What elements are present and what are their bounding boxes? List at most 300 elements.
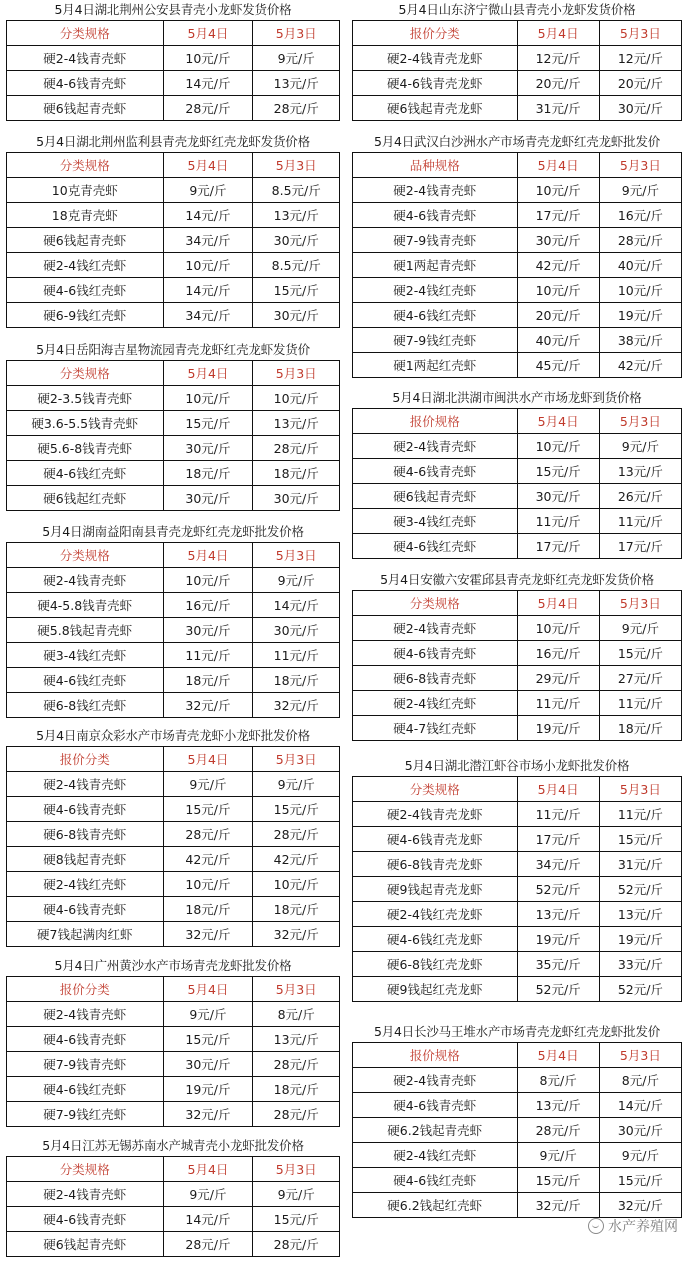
price-may3-cell: 28元/斤 [253,822,340,847]
wechat-icon [588,1218,604,1234]
table-row [7,1182,340,1207]
table-row [353,1068,682,1093]
column-header: 5月3日 [253,543,340,568]
price-may3-cell: 10元/斤 [253,386,340,411]
price-may4-cell: 15元/斤 [163,1027,253,1052]
table-row [7,253,340,278]
price-may3-cell: 42元/斤 [253,847,340,872]
table-row [353,178,682,203]
price-may4-cell: 19元/斤 [163,1077,253,1102]
price-block [352,132,682,378]
price-may4-cell: 34元/斤 [517,852,599,877]
price-may3-cell: 40元/斤 [599,253,681,278]
spec-cell: 硬2-4钱红壳虾 [353,278,518,303]
column-header: 报价分类 [7,747,164,772]
price-may4-cell: 17元/斤 [517,827,599,852]
price-may3-cell: 9元/斤 [253,46,340,71]
spec-cell: 硬2-4钱青壳虾 [7,568,164,593]
price-may4-cell: 42元/斤 [517,253,599,278]
table-header-row [7,153,340,178]
price-may3-cell: 32元/斤 [253,693,340,718]
column-header: 5月3日 [253,1157,340,1182]
price-may4-cell: 16元/斤 [517,641,599,666]
table-row [353,509,682,534]
price-may3-cell: 9元/斤 [599,616,681,641]
spec-cell: 18克青壳虾 [7,203,164,228]
column-header: 5月4日 [163,361,253,386]
table-row [353,952,682,977]
price-may4-cell: 9元/斤 [517,1143,599,1168]
price-may4-cell: 13元/斤 [517,1093,599,1118]
price-may3-cell: 30元/斤 [253,486,340,511]
table-row [353,802,682,827]
price-may4-cell: 14元/斤 [163,278,253,303]
price-may3-cell: 8.5元/斤 [253,178,340,203]
price-may4-cell: 52元/斤 [517,877,599,902]
price-may3-cell: 28元/斤 [253,1052,340,1077]
spec-cell: 硬2-4钱青壳龙虾 [353,802,518,827]
price-may3-cell: 13元/斤 [599,459,681,484]
price-may4-cell: 32元/斤 [163,1102,253,1127]
table-row [7,643,340,668]
price-may4-cell: 13元/斤 [517,902,599,927]
table-row [353,96,682,121]
price-may4-cell: 11元/斤 [517,509,599,534]
price-may3-cell: 32元/斤 [599,1193,681,1218]
price-may4-cell: 10元/斤 [163,253,253,278]
table-row [7,693,340,718]
column-header: 5月4日 [163,747,253,772]
spec-cell: 硬2-3.5钱青壳虾 [7,386,164,411]
price-may3-cell: 32元/斤 [253,922,340,947]
price-table [352,20,682,121]
table-row [353,1143,682,1168]
spec-cell: 硬6-8钱青壳龙虾 [353,852,518,877]
price-may4-cell: 42元/斤 [163,847,253,872]
price-may3-cell: 13元/斤 [253,411,340,436]
price-table [6,1156,340,1257]
price-may3-cell: 18元/斤 [253,897,340,922]
table-row [7,1027,340,1052]
spec-cell: 硬3-4钱红壳虾 [7,643,164,668]
table-header-row [7,977,340,1002]
price-may4-cell: 10元/斤 [163,568,253,593]
spec-cell: 硬9钱起红壳龙虾 [353,977,518,1002]
spec-cell: 硬2-4钱青壳虾 [353,616,518,641]
price-may3-cell: 15元/斤 [253,1207,340,1232]
price-table [6,746,340,947]
price-may3-cell: 28元/斤 [253,96,340,121]
column-header: 分类规格 [353,591,518,616]
column-header: 报价分类 [353,21,518,46]
column-header: 5月3日 [599,591,681,616]
price-block [352,388,682,559]
column-header: 5月3日 [599,153,681,178]
price-may3-cell: 10元/斤 [599,278,681,303]
spec-cell: 硬6钱起红壳虾 [7,486,164,511]
price-may3-cell: 28元/斤 [253,436,340,461]
price-may3-cell: 9元/斤 [253,568,340,593]
table-row [353,303,682,328]
table-row [353,641,682,666]
table-row [353,1193,682,1218]
price-may4-cell: 16元/斤 [163,593,253,618]
spec-cell: 硬4-6钱红壳虾 [353,534,518,559]
price-may3-cell: 11元/斤 [253,643,340,668]
price-may3-cell: 11元/斤 [599,509,681,534]
price-may4-cell: 28元/斤 [163,1232,253,1257]
spec-cell: 硬2-4钱红壳虾 [353,1143,518,1168]
price-may4-cell: 19元/斤 [517,927,599,952]
price-may3-cell: 19元/斤 [599,927,681,952]
table-row [7,411,340,436]
price-may3-cell: 30元/斤 [253,228,340,253]
price-table [6,20,340,121]
column-header: 分类规格 [7,361,164,386]
table-row [7,922,340,947]
spec-cell: 硬4-6钱青壳虾 [353,459,518,484]
spec-cell: 硬2-4钱红壳虾 [353,691,518,716]
table-row [7,178,340,203]
column-header: 5月4日 [517,21,599,46]
table-row [353,691,682,716]
spec-cell: 硬1两起青壳虾 [353,253,518,278]
spec-cell: 硬4-7钱红壳虾 [353,716,518,741]
spec-cell: 硬6-8钱红壳虾 [7,693,164,718]
table-row [7,1002,340,1027]
spec-cell: 硬2-4钱红壳虾 [7,253,164,278]
column-header: 5月4日 [163,543,253,568]
table-row [353,616,682,641]
price-may3-cell: 13元/斤 [253,203,340,228]
price-may4-cell: 30元/斤 [517,228,599,253]
table-row [7,303,340,328]
price-may3-cell: 19元/斤 [599,303,681,328]
block-title: 5月4日长沙马王堆水产市场青壳龙虾红壳龙虾批发价 [373,1024,661,1039]
spec-cell: 硬4-6钱红壳虾 [7,461,164,486]
column-header: 5月4日 [517,1043,599,1068]
price-table [352,590,682,741]
price-may3-cell: 18元/斤 [253,1077,340,1102]
column-header: 分类规格 [7,153,164,178]
column-header: 5月3日 [599,1043,681,1068]
price-may4-cell: 29元/斤 [517,666,599,691]
table-row [7,847,340,872]
price-may4-cell: 32元/斤 [163,693,253,718]
spec-cell: 硬2-4钱青壳虾 [353,1068,518,1093]
table-row [7,386,340,411]
price-may3-cell: 20元/斤 [599,71,681,96]
price-block [6,1136,340,1257]
price-may3-cell: 30元/斤 [599,96,681,121]
table-row [353,1093,682,1118]
price-may3-cell: 13元/斤 [599,902,681,927]
spec-cell: 硬3-4钱红壳虾 [353,509,518,534]
price-block [352,0,682,121]
table-row [353,434,682,459]
price-may4-cell: 32元/斤 [517,1193,599,1218]
column-header: 5月3日 [253,977,340,1002]
price-may4-cell: 18元/斤 [163,668,253,693]
table-row [353,716,682,741]
price-table [6,976,340,1127]
column-header: 分类规格 [7,1157,164,1182]
price-may3-cell: 14元/斤 [253,593,340,618]
price-may3-cell: 11元/斤 [599,691,681,716]
table-row [7,872,340,897]
column-header: 5月3日 [253,747,340,772]
table-row [7,897,340,922]
column-header: 5月3日 [253,153,340,178]
price-may3-cell: 15元/斤 [253,797,340,822]
price-may3-cell: 9元/斤 [253,1182,340,1207]
table-row [7,1102,340,1127]
price-block [6,340,340,511]
column-header: 分类规格 [7,21,164,46]
spec-cell: 硬4-6钱红壳龙虾 [353,927,518,952]
spec-cell: 硬6钱起青壳虾 [7,1232,164,1257]
price-may4-cell: 17元/斤 [517,203,599,228]
price-may3-cell: 8元/斤 [599,1068,681,1093]
spec-cell: 硬3.6-5.5钱青壳虾 [7,411,164,436]
price-may3-cell: 17元/斤 [599,534,681,559]
spec-cell: 硬4-6钱红壳虾 [7,668,164,693]
spec-cell: 硬6钱起青壳龙虾 [353,96,518,121]
column-header: 5月3日 [599,777,681,802]
spec-cell: 硬5.8钱起青壳虾 [7,618,164,643]
table-row [353,852,682,877]
price-may4-cell: 34元/斤 [163,303,253,328]
spec-cell: 硬4-6钱红壳虾 [7,1077,164,1102]
table-row [7,486,340,511]
table-row [7,436,340,461]
spec-cell: 硬7-9钱红壳虾 [7,1102,164,1127]
price-may3-cell: 9元/斤 [599,178,681,203]
price-may4-cell: 9元/斤 [163,178,253,203]
table-row [7,96,340,121]
table-row [7,668,340,693]
table-header-row [353,409,682,434]
price-may4-cell: 40元/斤 [517,328,599,353]
table-header-row [7,361,340,386]
price-may3-cell: 26元/斤 [599,484,681,509]
block-title: 5月4日广州黄沙水产市场青壳龙虾批发价格 [54,958,292,973]
price-may3-cell: 30元/斤 [253,618,340,643]
price-may4-cell: 31元/斤 [517,96,599,121]
price-may4-cell: 10元/斤 [517,434,599,459]
block-title: 5月4日湖北荆州监利县青壳龙虾红壳龙虾发货价格 [36,134,310,149]
table-header-row [353,591,682,616]
price-may4-cell: 11元/斤 [163,643,253,668]
spec-cell: 10克青壳虾 [7,178,164,203]
spec-cell: 硬4-6钱青壳龙虾 [353,71,518,96]
spec-cell: 硬6钱起青壳虾 [353,484,518,509]
table-row [7,71,340,96]
column-header: 5月4日 [517,591,599,616]
table-row [353,1118,682,1143]
price-may4-cell: 32元/斤 [163,922,253,947]
price-may3-cell: 8元/斤 [253,1002,340,1027]
price-may3-cell: 31元/斤 [599,852,681,877]
price-may3-cell: 52元/斤 [599,977,681,1002]
price-may3-cell: 9元/斤 [599,1143,681,1168]
price-may4-cell: 34元/斤 [163,228,253,253]
table-row [353,46,682,71]
price-may4-cell: 9元/斤 [163,772,253,797]
price-may4-cell: 18元/斤 [163,461,253,486]
price-may3-cell: 28元/斤 [599,228,681,253]
price-may4-cell: 28元/斤 [517,1118,599,1143]
column-header: 5月3日 [599,21,681,46]
column-header: 5月3日 [253,21,340,46]
block-title: 5月4日湖北荆州公安县青壳小龙虾发货价格 [54,2,292,17]
price-may4-cell: 15元/斤 [163,411,253,436]
price-table [352,776,682,1002]
price-may3-cell: 38元/斤 [599,328,681,353]
table-row [353,278,682,303]
price-may4-cell: 10元/斤 [163,46,253,71]
spec-cell: 硬4-6钱青壳虾 [353,1093,518,1118]
price-table [6,542,340,718]
spec-cell: 硬4-5.8钱青壳虾 [7,593,164,618]
spec-cell: 硬6-8钱青壳虾 [7,822,164,847]
table-row [353,484,682,509]
table-row [7,772,340,797]
price-may4-cell: 15元/斤 [517,1168,599,1193]
table-row [353,203,682,228]
table-header-row [353,21,682,46]
table-row [353,253,682,278]
table-row [7,228,340,253]
price-may3-cell: 18元/斤 [253,668,340,693]
spec-cell: 硬4-6钱红壳虾 [353,303,518,328]
table-row [7,461,340,486]
price-may3-cell: 30元/斤 [253,303,340,328]
spec-cell: 硬1两起红壳虾 [353,353,518,378]
price-may3-cell: 9元/斤 [253,772,340,797]
watermark [588,1216,678,1236]
price-may4-cell: 30元/斤 [163,486,253,511]
price-may3-cell: 27元/斤 [599,666,681,691]
table-header-row [7,543,340,568]
price-may3-cell: 18元/斤 [599,716,681,741]
price-may3-cell: 15元/斤 [599,641,681,666]
table-row [353,534,682,559]
price-block [352,1022,682,1218]
price-may4-cell: 14元/斤 [163,1207,253,1232]
table-row [7,278,340,303]
table-header-row [353,153,682,178]
price-may4-cell: 9元/斤 [163,1182,253,1207]
column-header: 5月4日 [163,977,253,1002]
column-header: 报价分类 [7,977,164,1002]
table-row [353,877,682,902]
price-block [352,570,682,741]
spec-cell: 硬7钱起满肉红虾 [7,922,164,947]
price-may3-cell: 13元/斤 [253,71,340,96]
price-may4-cell: 11元/斤 [517,691,599,716]
table-row [353,459,682,484]
price-table [352,1042,682,1218]
block-title: 5月4日岳阳海吉星物流园青壳龙虾红壳龙虾发货价 [36,342,310,357]
price-may3-cell: 28元/斤 [253,1232,340,1257]
price-block [6,726,340,947]
table-row [7,46,340,71]
price-may4-cell: 10元/斤 [517,178,599,203]
price-block [6,0,340,121]
spec-cell: 硬6-8钱青壳虾 [353,666,518,691]
price-may3-cell: 13元/斤 [253,1027,340,1052]
price-may4-cell: 15元/斤 [517,459,599,484]
block-title: 5月4日南京众彩水产市场青壳龙虾小龙虾批发价格 [36,728,310,743]
price-may3-cell: 42元/斤 [599,353,681,378]
price-may4-cell: 28元/斤 [163,822,253,847]
spec-cell: 硬6钱起青壳虾 [7,96,164,121]
column-header: 5月4日 [163,1157,253,1182]
table-row [353,1168,682,1193]
spec-cell: 硬2-4钱青壳虾 [7,772,164,797]
column-header: 报价规格 [353,1043,518,1068]
spec-cell: 硬4-6钱青壳虾 [7,71,164,96]
price-may3-cell: 15元/斤 [253,278,340,303]
watermark-text: 水产养殖网 [608,1219,678,1235]
price-table [352,152,682,378]
spec-cell: 硬6-9钱红壳虾 [7,303,164,328]
price-block [6,132,340,328]
price-may4-cell: 14元/斤 [163,203,253,228]
table-header-row [353,777,682,802]
price-may4-cell: 12元/斤 [517,46,599,71]
price-may4-cell: 10元/斤 [517,616,599,641]
spec-cell: 硬5.6-8钱青壳虾 [7,436,164,461]
column-header: 报价规格 [353,409,518,434]
price-may3-cell: 12元/斤 [599,46,681,71]
spec-cell: 硬2-4钱青壳虾 [7,46,164,71]
spec-cell: 硬4-6钱青壳龙虾 [353,827,518,852]
table-row [353,977,682,1002]
price-may3-cell: 33元/斤 [599,952,681,977]
block-title: 5月4日山东济宁微山县青壳小龙虾发货价格 [398,2,636,17]
column-header: 5月4日 [163,21,253,46]
table-row [353,927,682,952]
spec-cell: 硬2-4钱青壳虾 [353,178,518,203]
price-block [6,522,340,718]
column-header: 5月3日 [253,361,340,386]
price-may4-cell: 52元/斤 [517,977,599,1002]
table-row [7,822,340,847]
price-may4-cell: 9元/斤 [163,1002,253,1027]
price-may4-cell: 30元/斤 [517,484,599,509]
spec-cell: 硬7-9钱青壳虾 [7,1052,164,1077]
column-header: 5月4日 [163,153,253,178]
table-header-row [353,1043,682,1068]
price-may3-cell: 9元/斤 [599,434,681,459]
spec-cell: 硬2-4钱青壳虾 [353,434,518,459]
price-may3-cell: 11元/斤 [599,802,681,827]
price-may4-cell: 30元/斤 [163,618,253,643]
spec-cell: 硬4-6钱青壳虾 [7,1027,164,1052]
spec-cell: 硬2-4钱青壳虾 [7,1002,164,1027]
spec-cell: 硬2-4钱红壳龙虾 [353,902,518,927]
spec-cell: 硬2-4钱青壳龙虾 [353,46,518,71]
price-may4-cell: 28元/斤 [163,96,253,121]
table-row [7,568,340,593]
price-may4-cell: 17元/斤 [517,534,599,559]
price-may4-cell: 14元/斤 [163,71,253,96]
table-row [7,1052,340,1077]
column-header: 5月4日 [517,153,599,178]
block-title: 5月4日湖北洪湖市闽洪水产市场龙虾到货价格 [392,390,642,405]
